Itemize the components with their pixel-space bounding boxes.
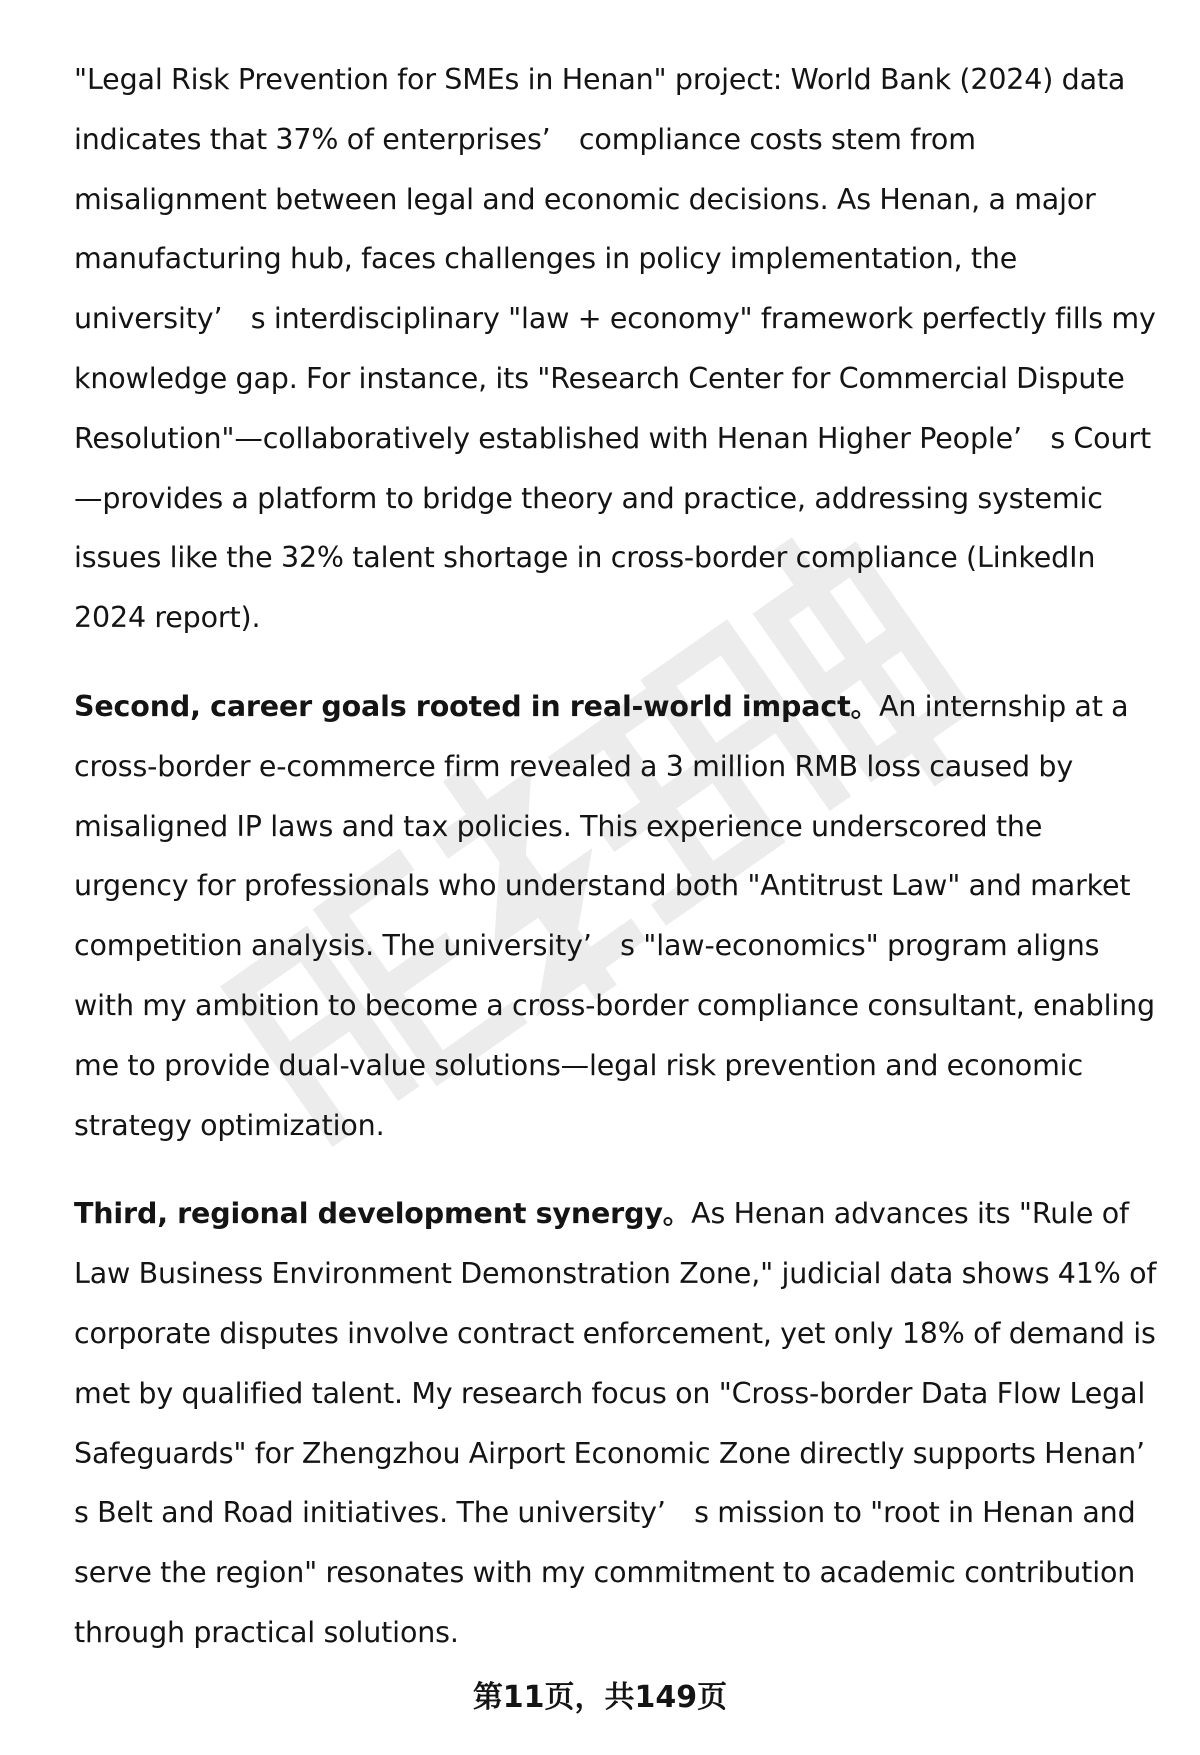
paragraph-lead: Second, career goals rooted in real-world impact。 [74, 689, 879, 723]
paragraph-text: As Henan advances its "Rule of Law Business Environment Demonstration Zone," judicial data shows 41% of corporate disputes involve contract enforcement, yet only 18% of demand is met by qualified talent. My research focus on "Cross-border Data Flow Legal Safeguards" for Zhengzhou Airport Economic Zone directly supports Henan’ s Belt and Road initiatives. The university’ s mission to "root in Henan and serve the region" resonates with my commitment to academic contribution through practical solutions. [74, 1197, 1174, 1649]
document-body [74, 50, 1174, 1692]
paragraph-regional-synergy [74, 1184, 1174, 1662]
paragraph-lead: Third, regional development synergy。 [74, 1197, 692, 1231]
paragraph-text: "Legal Risk Prevention for SMEs in Henan" project: World Bank (2024) data indicates that 37% of enterprises’ compliance costs stem from misalignment between legal and economic decisions. As Henan, a major manufacturing hub, faces challenges in policy implementation, the university’ s interdisciplinary "law + economy" framework perfectly fills my knowledge gap. For instance, its "Research Center for Commercial Dispute Resolution"—collaboratively established with Henan Higher People’ s Court—provides a platform to bridge theory and practice, addressing systemic issues like the 32% talent shortage in cross-border compliance (LinkedIn 2024 report). [74, 63, 1156, 635]
paragraph-intro [74, 50, 1164, 648]
paragraph-text: An internship at a cross-border e-commerce firm revealed a 3 million RMB loss caused by misaligned IP laws and tax policies. This experience underscored the urgency for professionals who understand both "Antitrust Law" and market competition analysis. The university’ s "law-economics" program aligns with my ambition to become a cross-border compliance consultant, enabling me to provide dual-value solutions—legal risk prevention and economic strategy optimization. [74, 689, 1155, 1142]
page-number-footer: 第11页，共149页 [472, 1680, 728, 1715]
paragraph-career-goals [74, 677, 1164, 1155]
